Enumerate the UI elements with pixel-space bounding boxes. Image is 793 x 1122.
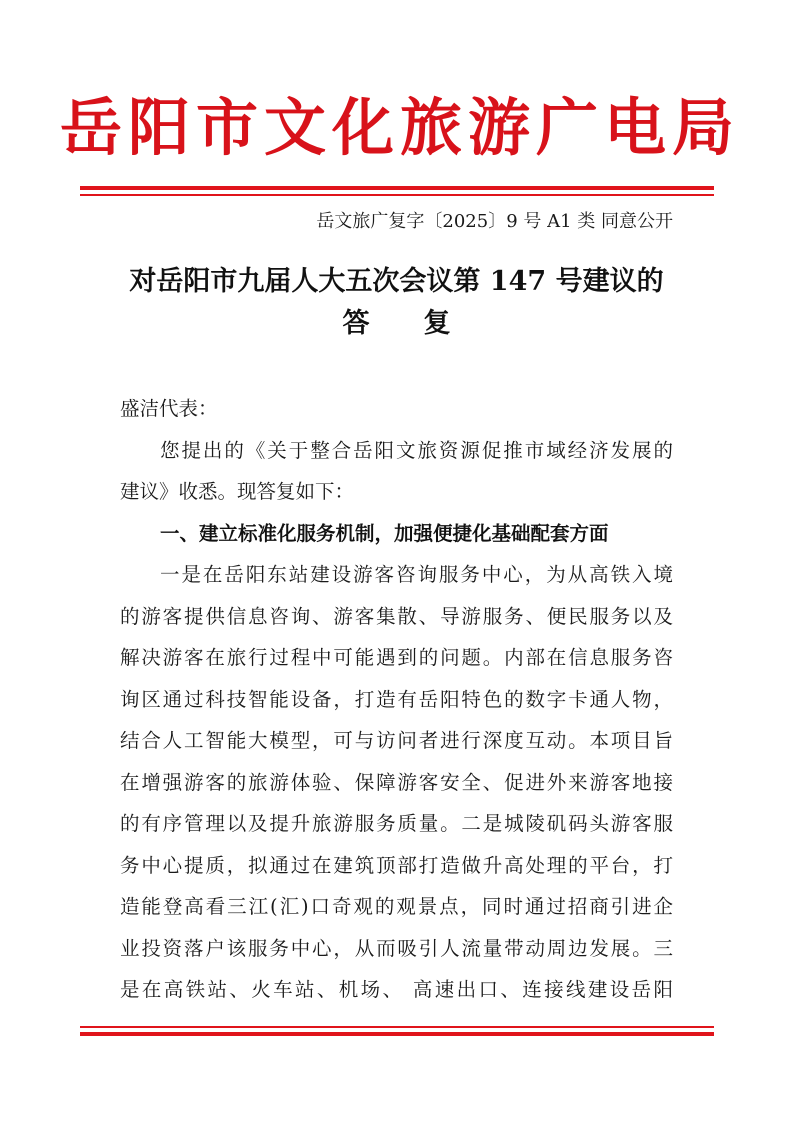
section-heading: 一、建立标准化服务机制，加强便捷化基础配套方面 — [160, 522, 609, 545]
body-line: 在增强游客的旅游体验、保障游客安全、促进外来游客地接 — [120, 771, 673, 794]
footer-red-rule-thin — [80, 1026, 714, 1028]
body-line: 您提出的《关于整合岳阳文旅资源促推市域经济发展的 — [160, 439, 673, 462]
body-line: 的游客提供信息咨询、游客集散、导游服务、便民服务以及 — [120, 605, 673, 628]
salutation: 盛洁代表： — [120, 397, 218, 420]
org-letterhead-title: 岳阳市文化旅游广电局 — [60, 91, 741, 164]
document-number: 岳文旅广复字〔2025〕9 号 A1 类 同意公开 — [316, 211, 673, 232]
body-line: 是在高铁站、火车站、机场、 高速出口、连接线建设岳阳 — [120, 978, 673, 1001]
body-line: 业投资落户该服务中心，从而吸引人流量带动周边发展。三 — [120, 937, 673, 960]
body-line: 的有序管理以及提升旅游服务质量。二是城陵矶码头游客服 — [120, 812, 673, 835]
header-red-rule-thin — [80, 194, 714, 196]
document-title-line-1: 对岳阳市九届人大五次会议第 147 号建议的 — [129, 266, 664, 297]
body-line: 解决游客在旅行过程中可能遇到的问题。内部在信息服务咨 — [120, 646, 673, 669]
body-line: 造能登高看三江(汇)口奇观的观景点，同时通过招商引进企 — [120, 895, 673, 918]
footer-red-rule-thick — [80, 1032, 714, 1036]
header-red-rule-thick — [80, 186, 714, 190]
body-line: 询区通过科技智能设备，打造有岳阳特色的数字卡通人物， — [120, 688, 673, 711]
body-line: 建议》收悉。现答复如下： — [120, 480, 355, 503]
body-line: 结合人工智能大模型，可与访问者进行深度互动。本项目旨 — [120, 729, 673, 752]
body-line: 一是在岳阳东站建设游客咨询服务中心，为从高铁入境 — [160, 563, 673, 586]
document-title-line-2: 答 复 — [342, 308, 451, 339]
body-line: 务中心提质，拟通过在建筑顶部打造做升高处理的平台，打 — [120, 854, 673, 877]
